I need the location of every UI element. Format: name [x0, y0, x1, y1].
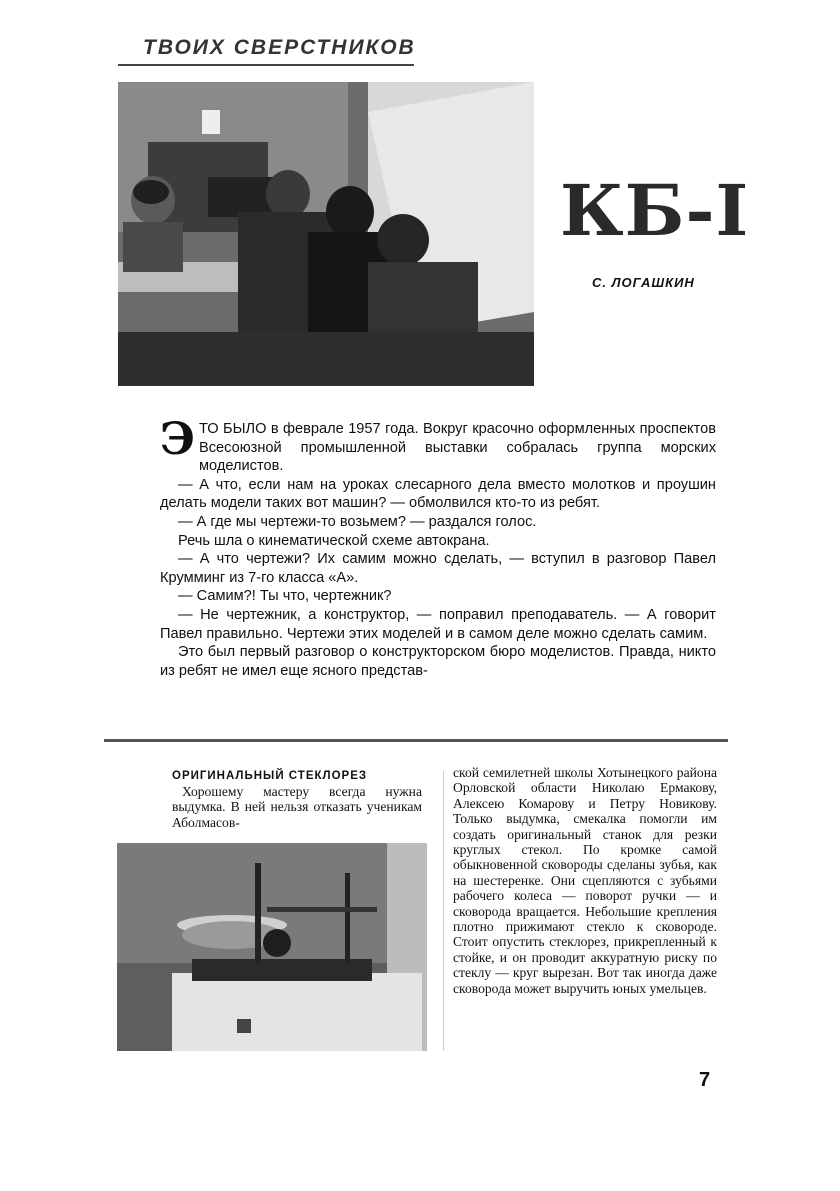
header-rule — [118, 64, 414, 66]
paragraph: ЭТО БЫЛО в феврале 1957 года. Вокруг красочно оформленных проспектов Всесоюзной промышленной выставки собралась группа морских моделистов. — [160, 414, 716, 475]
side-article-intro: Хорошему мастеру всегда нужна выдумка. В ней нельзя отказать ученикам Аболмасов- — [172, 784, 422, 830]
column-rule — [443, 771, 444, 1051]
article-body — [160, 414, 716, 680]
paragraph: — А что, если нам на уроках слесарного дела вместо молотков и проушин делать модели таких вот машин? — обмолвился кто-то из ребят. — [160, 476, 716, 512]
drop-cap: Э — [160, 414, 195, 465]
article-author: С. ЛОГАШКИН — [592, 275, 695, 290]
article-title: КБ-I — [560, 169, 750, 252]
paragraph: — А что чертежи? Их самим можно сделать, — вступил в разговор Павел Крумминг из 7-го класса «А». — [160, 551, 716, 586]
paragraph: Речь шла о кинематической схеме автокрана. — [178, 532, 490, 549]
section-divider — [104, 739, 728, 742]
paragraph: — Самим?! Ты что, чертежник? — [178, 588, 392, 605]
paragraph: Это был первый разговор о конструкторском бюро моделистов. Правда, никто из ребят не имел еще ясного представ- — [160, 644, 716, 679]
paragraph: — Не чертежник, а конструктор, — поправил преподаватель. — А говорит Павел правильно. Чертежи этих моделей и в самом деле можно сделать самим. — [160, 606, 716, 642]
paragraph: — А где мы чертежи-то возьмем? — раздался голос. — [178, 513, 537, 530]
page-number: 7 — [699, 1069, 711, 1091]
side-article-body: ской семилетней школы Хотынецкого района Орловской области Николаю Ермакову, Алексею Комарову и Петру Новикову. Только выдумка, смекалка помогли им создать оригинальный станок для резки круглых стекол. По кромке самой обыкновенной сковороды сделаны зубья, как на шестеренке. Они сцепляются с зубьями рабочего колеса — поворот ручки — и сковорода вращается. Небольшие крепления плотно прижимают стекло к сковороде. Стоит опустить стеклорез, прикрепленный к стойке, и он проводит аккуратную риску по стеклу — круг вырезан. Вот так иногда даже сковорода может выручить юных умельцев. — [453, 765, 717, 996]
workshop-photo-illustration — [118, 82, 534, 386]
glass-cutter-photo — [117, 843, 427, 1051]
section-header: ТВОИХ СВЕРСТНИКОВ — [143, 36, 416, 59]
glass-cutter-illustration — [117, 843, 427, 1051]
side-article-title: ОРИГИНАЛЬНЫЙ СТЕКЛОРЕЗ — [172, 770, 368, 782]
workshop-photo — [118, 82, 534, 386]
